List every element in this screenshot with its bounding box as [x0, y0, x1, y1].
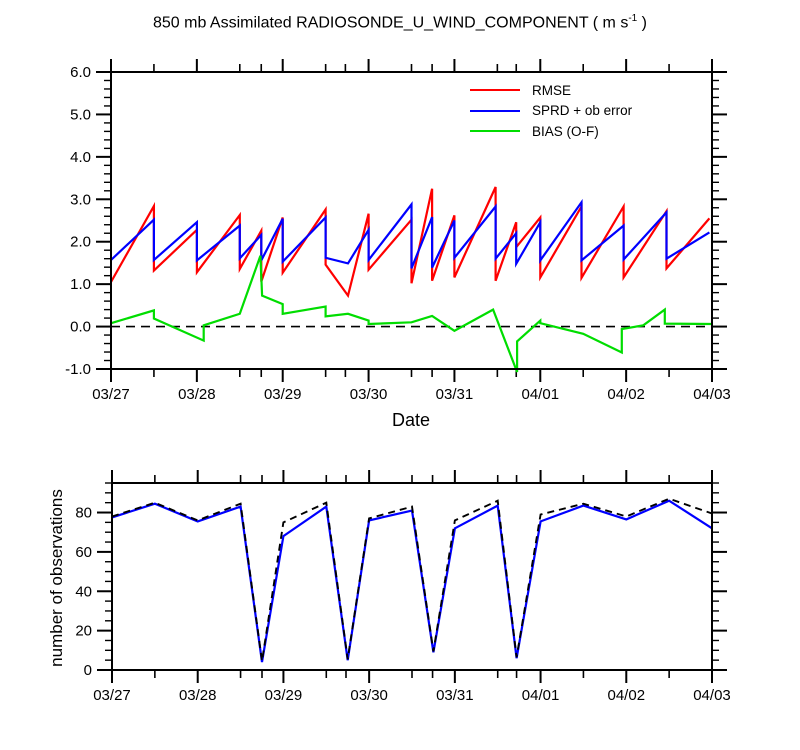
y-tick-label: 2.0 [70, 233, 91, 251]
observations-used-line [112, 501, 712, 662]
x-tick-label: 03/31 [436, 687, 474, 704]
x-tick-label: 03/27 [92, 386, 130, 403]
y-tick-label: 5.0 [70, 106, 91, 124]
y-axis-title-observations: number of observations [47, 489, 66, 667]
y-tick-label: 40 [75, 583, 92, 601]
x-axis-title: Date [391, 410, 431, 430]
legend-item-rmse [470, 83, 632, 97]
legend [470, 83, 632, 145]
x-tick-label: 03/29 [263, 386, 302, 403]
y-tick-label: -1.0 [65, 361, 91, 378]
y-tick-label: 6.0 [70, 64, 91, 81]
y-tick-label: 80 [75, 504, 92, 522]
rmse-line-swatch [470, 89, 520, 91]
x-tick-label: 04/02 [607, 386, 645, 403]
x-tick-label: 04/01 [521, 687, 560, 704]
y-tick-label: 20 [75, 622, 92, 640]
rmse-line [111, 187, 709, 296]
legend-label-bias: BIAS (O-F) [532, 123, 599, 139]
x-tick-label: 03/28 [178, 687, 217, 704]
y-tick-label: 0.0 [70, 318, 91, 336]
y-tick-label: 4.0 [70, 148, 91, 166]
legend-label-sprd: SPRD + ob error [532, 103, 633, 118]
x-tick-label: 03/30 [349, 386, 388, 403]
chart-title-superscript: -1 [628, 13, 638, 24]
x-tick-label: 04/02 [607, 687, 646, 704]
y-tick-label: 0 [83, 662, 92, 679]
x-tick-label: 03/29 [264, 687, 303, 704]
bias-line-swatch [470, 130, 520, 132]
y-tick-label: 60 [75, 543, 92, 561]
x-tick-label: 03/28 [178, 386, 216, 403]
sprd-line-swatch [470, 110, 520, 112]
x-tick-label: 03/31 [435, 386, 474, 403]
x-tick-label: 03/30 [350, 687, 388, 704]
x-tick-label: 03/27 [93, 687, 131, 704]
chart-title-text: 850 mb Assimilated RADIOSONDE_U_WIND_COMPONENT ( m s [152, 14, 629, 32]
legend-item-bias [470, 124, 632, 138]
y-tick-label: 1.0 [70, 276, 91, 294]
bottom-plot [75, 470, 730, 704]
chart-title [0, 13, 800, 32]
chart-title-close: ) [637, 14, 648, 32]
x-tick-label: 04/01 [521, 386, 560, 403]
y-tick-label: 3.0 [70, 191, 91, 209]
x-tick-label: 04/03 [693, 386, 731, 403]
observations-possible-line [112, 499, 712, 661]
x-tick-label: 04/03 [693, 687, 731, 704]
legend-label-rmse: RMSE [532, 82, 572, 98]
legend-item-sprd [470, 104, 632, 118]
